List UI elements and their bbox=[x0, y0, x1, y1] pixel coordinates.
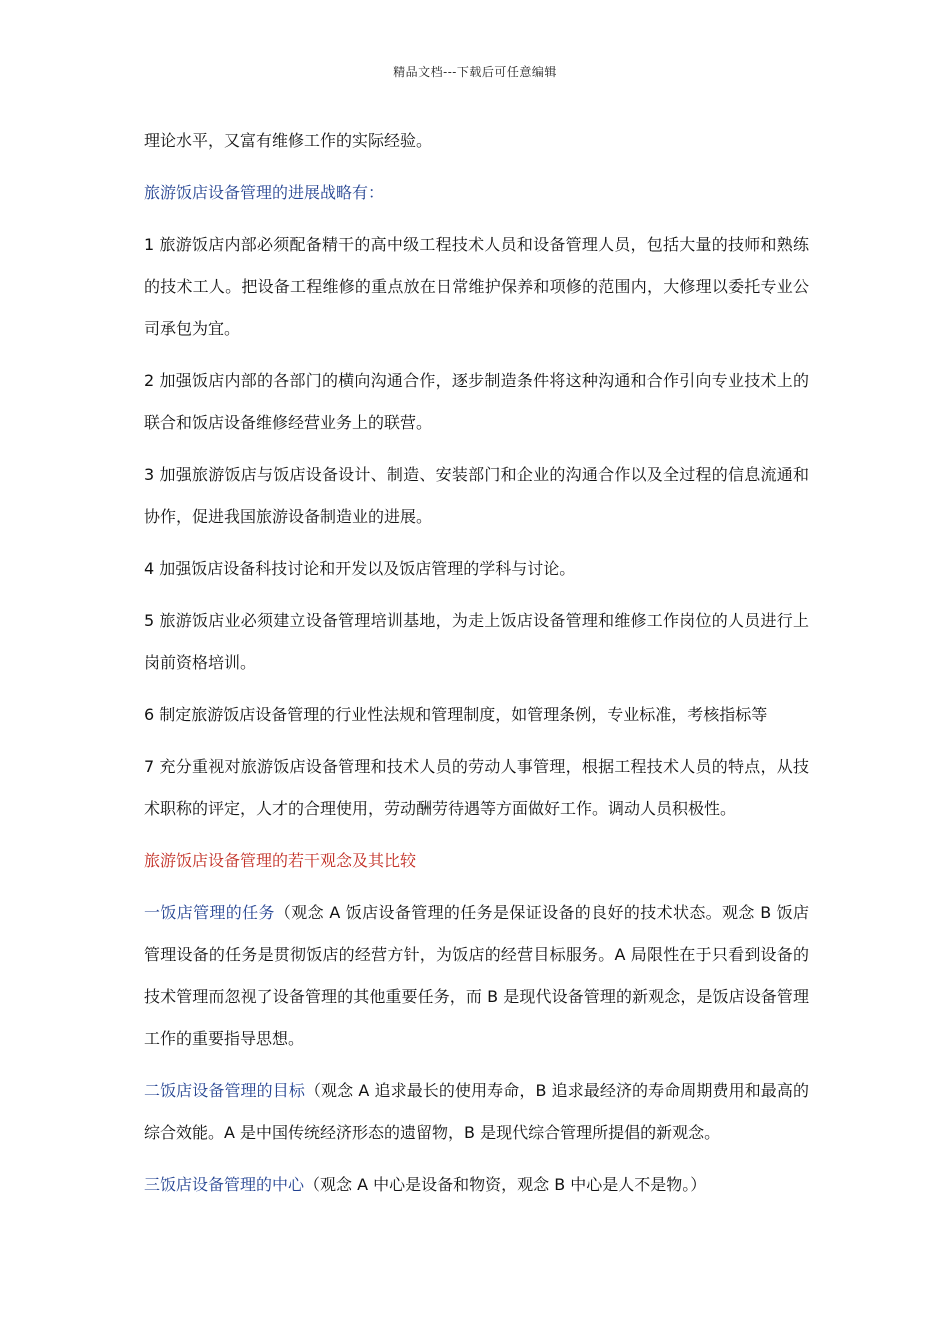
concept-item-2 bbox=[144, 1070, 809, 1154]
strategy-item-6: 6 制定旅游饭店设备管理的行业性法规和管理制度，如管理条例，专业标准，考核指标等 bbox=[144, 705, 768, 724]
section-heading-strategy: 旅游饭店设备管理的进展战略有： bbox=[144, 183, 385, 202]
concept-text-3: （观念 A 中心是设备和物资，观念 B 中心是人不是物。） bbox=[304, 1175, 707, 1194]
strategy-item-4: 4 加强饭店设备科技讨论和开发以及饭店管理的学科与讨论。 bbox=[144, 559, 576, 578]
paragraph-intro: 理论水平，又富有维修工作的实际经验。 bbox=[144, 131, 433, 150]
strategy-item-7: 7 充分重视对旅游饭店设备管理和技术人员的劳动人事管理，根据工程技术人员的特点，从技术职称的评定，人才的合理使用，劳动酬劳待遇等方面做好工作。调动人员积极性。 bbox=[144, 757, 809, 818]
page-header: 精品文档---下载后可任意编辑 bbox=[393, 65, 557, 79]
concept-text-1: （观念 A 饭店设备管理的任务是保证设备的良好的技术状态。观念 B 饭店管理设备的任务是贯彻饭店的经营方针，为饭店的经营目标服务。A 局限性在于只看到设备的技术管理而忽视了设备管理的其他重要任务，而 B 是现代设备管理的新观念，是饭店设备管理工作的重要指导思想。 bbox=[144, 903, 809, 1048]
concept-heading-2: 二饭店设备管理的目标 bbox=[144, 1081, 305, 1100]
strategy-item-3: 3 加强旅游饭店与饭店设备设计、制造、安装部门和企业的沟通合作以及全过程的信息流通和协作，促进我国旅游设备制造业的进展。 bbox=[144, 465, 809, 526]
strategy-item-2: 2 加强饭店内部的各部门的横向沟通合作，逐步制造条件将这种沟通和合作引向专业技术上的联合和饭店设备维修经营业务上的联营。 bbox=[144, 371, 809, 432]
strategy-item-1: 1 旅游饭店内部必须配备精干的高中级工程技术人员和设备管理人员，包括大量的技师和熟练的技术工人。把设备工程维修的重点放在日常维护保养和项修的范围内，大修理以委托专业公司承包为宜。 bbox=[144, 235, 809, 338]
concept-item-3 bbox=[144, 1164, 809, 1206]
strategy-item-5: 5 旅游饭店业必须建立设备管理培训基地，为走上饭店设备管理和维修工作岗位的人员进行上岗前资格培训。 bbox=[144, 611, 809, 672]
concept-text-2: （观念 A 追求最长的使用寿命，B 追求最经济的寿命周期费用和最高的综合效能。A 是中国传统经济形态的遗留物，B 是现代综合管理所提倡的新观念。 bbox=[144, 1081, 809, 1142]
concept-heading-3: 三饭店设备管理的中心 bbox=[144, 1175, 305, 1194]
document-body bbox=[144, 120, 809, 1216]
concept-item-1 bbox=[144, 892, 809, 1060]
section-heading-concepts: 旅游饭店设备管理的若干观念及其比较 bbox=[144, 851, 417, 870]
concept-heading-1: 一饭店管理的任务 bbox=[144, 903, 275, 922]
